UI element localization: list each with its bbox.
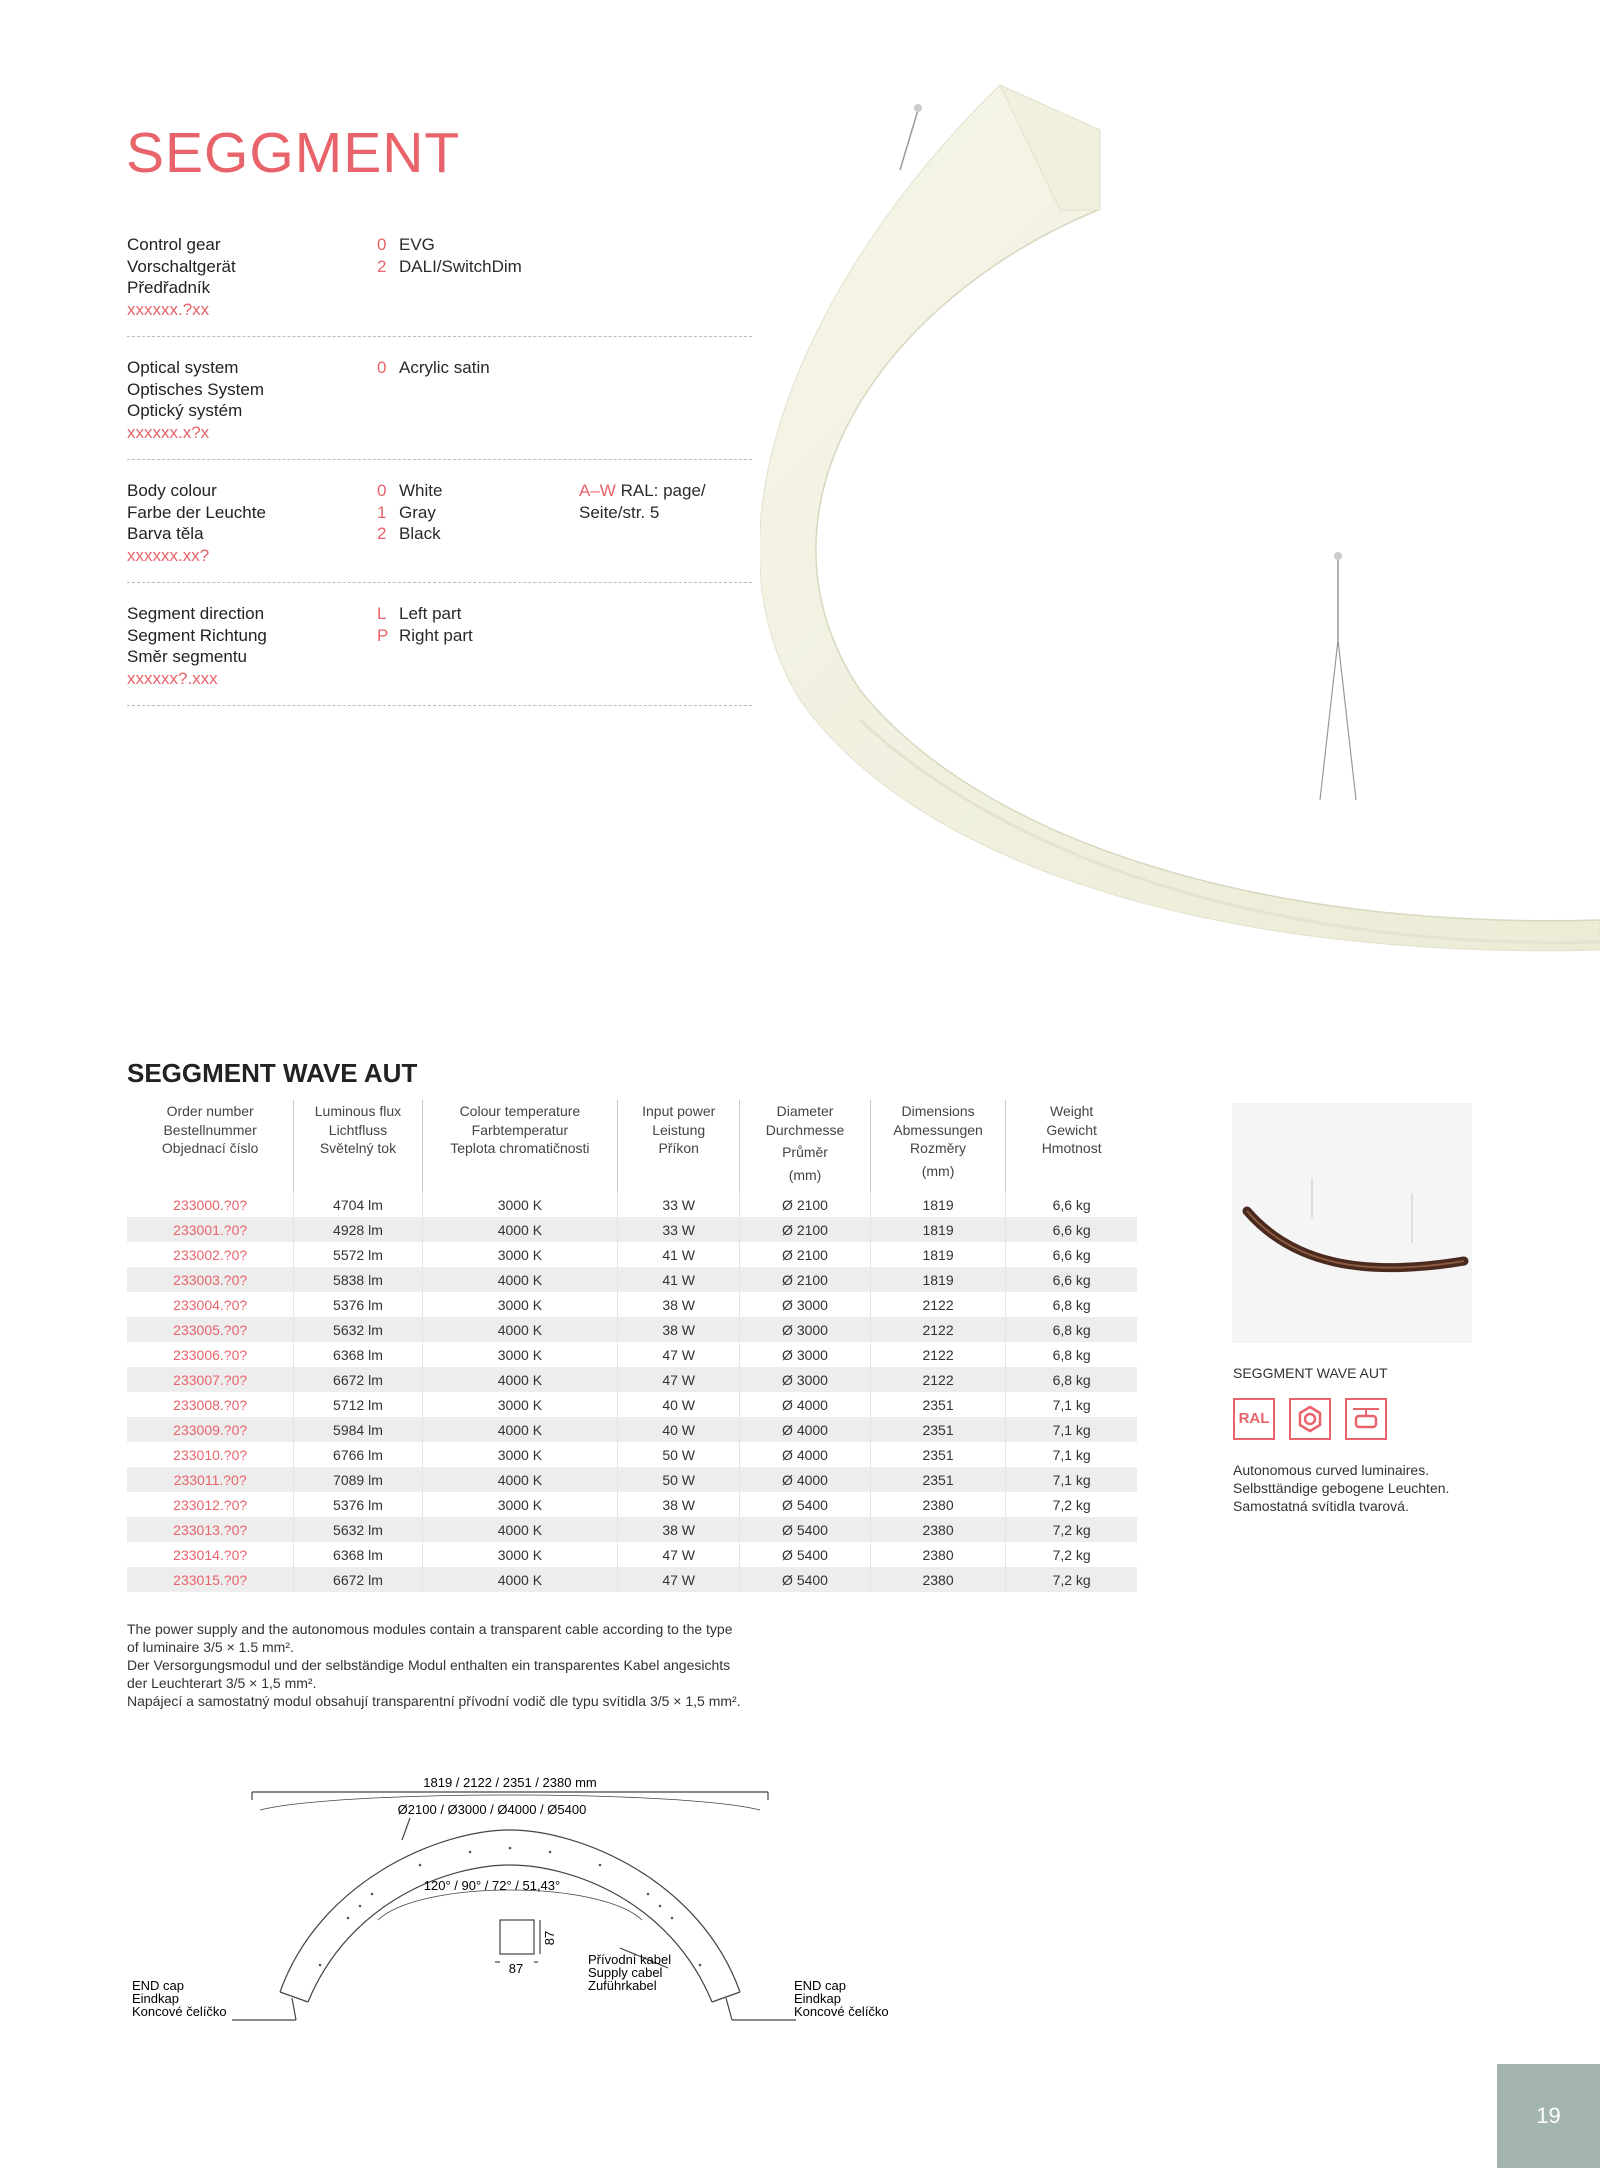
table-cell: 233004.?0? <box>173 1296 248 1313</box>
table-cell: Ø 3000 <box>740 1342 871 1367</box>
desc-line: Autonomous curved luminaires. <box>1233 1462 1430 1478</box>
table-cell: 3000 K <box>422 1192 618 1217</box>
table-cell: 7089 lm <box>294 1467 422 1492</box>
endcap-right-label: END cap <box>794 1978 847 1993</box>
table-cell: 6368 lm <box>294 1542 422 1567</box>
option-key: 0 <box>377 481 387 500</box>
option-code: xxxxxx.?xx <box>127 299 210 319</box>
table-cell: 7,1 kg <box>1006 1417 1137 1442</box>
table-cell: 233001.?0? <box>127 1217 294 1242</box>
table-cell: 4000 K <box>422 1567 618 1592</box>
table-cell: 2351 <box>870 1392 1005 1417</box>
table-row <box>127 1267 1137 1292</box>
table-cell: 6672 lm <box>294 1567 422 1592</box>
option-key: L <box>377 604 387 623</box>
col-luminous-flux: Luminous flux Lichtfluss Světelný tok <box>294 1100 422 1192</box>
table-row <box>127 1192 1137 1217</box>
table-cell: 4928 lm <box>294 1217 422 1242</box>
option-code: xxxxxx.x?x <box>127 422 210 442</box>
table-cell: 7,1 kg <box>1006 1467 1137 1492</box>
endcap-left-label: END cap <box>132 1978 185 1993</box>
table-cell: 5376 lm <box>294 1492 422 1517</box>
table-cell: 233014.?0? <box>173 1546 248 1563</box>
cable-label: Zuführkabel <box>588 1978 657 1993</box>
table-cell: 6,6 kg <box>1006 1217 1137 1242</box>
table-cell: 40 W <box>618 1417 740 1442</box>
table-cell: 2122 <box>870 1292 1005 1317</box>
cable-label: Přívodní kabel <box>588 1952 672 1967</box>
product-title: SEGGMENT WAVE AUT <box>127 1058 418 1088</box>
product-description <box>1233 1461 1449 1515</box>
diameter-dimension: Ø2100 / Ø3000 / Ø4000 / Ø5400 <box>397 1802 587 1817</box>
table-cell: Ø 5400 <box>740 1567 871 1592</box>
table-cell: 50 W <box>618 1442 740 1467</box>
endcap-right-label: Koncové čelíčko <box>794 2004 889 2019</box>
table-cell: 5376 lm <box>294 1292 422 1317</box>
table-cell: 2380 <box>870 1517 1005 1542</box>
table-cell: 233000.?0? <box>173 1196 248 1213</box>
option-key: 0 <box>377 235 387 254</box>
page-number: 19 <box>1497 2064 1600 2168</box>
col-diameter: Diameter Durchmesse Průměr (mm) <box>740 1100 871 1192</box>
endcap-left-label: Koncové čelíčko <box>132 2004 227 2019</box>
table-cell: 233005.?0? <box>127 1317 294 1342</box>
product-thumbnail-drawing <box>1232 1103 1472 1343</box>
feature-icons <box>1233 1398 1401 1440</box>
page-title: SEGGMENT <box>126 121 461 185</box>
table-cell: 4000 K <box>422 1467 618 1492</box>
note-line: Der Versorgungsmodul und der selbständige Modul enthalten ein transparentes Kabel angesichts <box>127 1657 731 1673</box>
table-cell: 3000 K <box>422 1242 618 1267</box>
ral-key: A–W <box>579 481 616 500</box>
table-cell: 2380 <box>870 1492 1005 1517</box>
endcap-right-label: Eindkap <box>794 1991 841 2006</box>
option-label: Optisches System <box>127 379 264 399</box>
option-segment-direction <box>127 603 752 706</box>
table-cell: 6,8 kg <box>1006 1317 1137 1342</box>
table-row <box>127 1542 1137 1567</box>
table-cell: 233013.?0? <box>127 1517 294 1542</box>
option-label: Barva těla <box>127 524 204 543</box>
table-cell: Ø 4000 <box>740 1417 871 1442</box>
table-cell: 233008.?0? <box>173 1396 248 1413</box>
table-row <box>127 1292 1137 1317</box>
length-dimension: 1819 / 2122 / 2351 / 2380 mm <box>423 1775 597 1790</box>
option-key: P <box>377 625 389 645</box>
table-cell: 3000 K <box>422 1442 618 1467</box>
table-cell: 4000 K <box>422 1367 618 1392</box>
table-cell: 3000 K <box>422 1292 618 1317</box>
table-cell: 38 W <box>618 1517 740 1542</box>
spec-table <box>127 1100 1137 1592</box>
option-value: DALI/SwitchDim <box>399 256 522 276</box>
option-code: xxxxxx.xx? <box>127 545 210 565</box>
table-cell: 38 W <box>618 1317 740 1342</box>
table-cell: 7,1 kg <box>1006 1442 1137 1467</box>
table-cell: 40 W <box>618 1392 740 1417</box>
table-cell: 233015.?0? <box>127 1567 294 1592</box>
table-cell: 6,6 kg <box>1006 1267 1137 1292</box>
table-row <box>127 1217 1137 1242</box>
table-cell: Ø 4000 <box>740 1442 871 1467</box>
option-label: Farbe der Leuchte <box>127 502 266 522</box>
table-cell: 4000 K <box>422 1267 618 1292</box>
table-row <box>127 1392 1137 1417</box>
option-label: Optický systém <box>127 401 243 420</box>
table-cell: 5632 lm <box>294 1317 422 1342</box>
table-cell: 3000 K <box>422 1342 618 1367</box>
option-label: Předřadník <box>127 278 211 297</box>
table-cell: 7,2 kg <box>1006 1542 1137 1567</box>
table-cell: 6,8 kg <box>1006 1342 1137 1367</box>
option-value: Acrylic satin <box>399 358 490 377</box>
table-cell: 41 W <box>618 1242 740 1267</box>
col-order-number: Order number Bestellnummer Objednací číslo <box>161 1103 259 1156</box>
table-row <box>127 1417 1137 1442</box>
table-cell: 7,2 kg <box>1006 1492 1137 1517</box>
option-value: Black <box>399 524 441 543</box>
table-cell: 3000 K <box>422 1542 618 1567</box>
table-cell: Ø 4000 <box>740 1467 871 1492</box>
note-line: The power supply and the autonomous modules contain a transparent cable according to the type <box>127 1621 733 1637</box>
table-header-row <box>127 1100 1137 1192</box>
table-cell: 233007.?0? <box>127 1367 294 1392</box>
table-cell: 6672 lm <box>294 1367 422 1392</box>
table-cell: 5632 lm <box>294 1517 422 1542</box>
table-cell: 4000 K <box>422 1217 618 1242</box>
option-control-gear <box>127 234 752 337</box>
table-cell: Ø 2100 <box>740 1267 871 1292</box>
table-cell: Ø 2100 <box>740 1242 871 1267</box>
option-key: 2 <box>377 256 387 276</box>
cable-note <box>127 1620 827 1710</box>
table-cell: 2351 <box>870 1417 1005 1442</box>
table-cell: 233002.?0? <box>173 1246 248 1263</box>
product-thumbnail-label: SEGGMENT WAVE AUT <box>1233 1365 1388 1381</box>
table-row <box>127 1367 1137 1392</box>
table-row <box>127 1317 1137 1342</box>
table-cell: 233003.?0? <box>127 1267 294 1292</box>
table-row <box>127 1442 1137 1467</box>
table-cell: 7,2 kg <box>1006 1567 1137 1592</box>
option-label: Segment Richtung <box>127 625 267 645</box>
table-cell: 5572 lm <box>294 1242 422 1267</box>
table-cell: 4704 lm <box>294 1192 422 1217</box>
table-cell: 6,6 kg <box>1006 1242 1137 1267</box>
table-cell: Ø 2100 <box>740 1217 871 1242</box>
table-cell: 1819 <box>870 1217 1005 1242</box>
table-cell: Ø 5400 <box>740 1542 871 1567</box>
table-cell: 2351 <box>870 1442 1005 1467</box>
table-row <box>127 1342 1137 1367</box>
spec-table-body <box>127 1192 1137 1592</box>
table-cell: Ø 5400 <box>740 1492 871 1517</box>
table-cell: 6368 lm <box>294 1342 422 1367</box>
table-cell: Ø 5400 <box>740 1517 871 1542</box>
col-weight: Weight Gewicht Hmotnost <box>1006 1100 1137 1192</box>
option-label: Control gear <box>127 235 221 254</box>
note-line: of luminaire 3/5 × 1.5 mm². <box>127 1639 294 1655</box>
option-label: Optical system <box>127 358 239 377</box>
table-cell: 47 W <box>618 1542 740 1567</box>
table-cell: 5712 lm <box>294 1392 422 1417</box>
table-cell: 6,8 kg <box>1006 1367 1137 1392</box>
mounting-icon <box>1345 1398 1387 1440</box>
table-cell: 7,2 kg <box>1006 1517 1137 1542</box>
table-cell: 1819 <box>870 1242 1005 1267</box>
note-line: der Leuchterart 3/5 × 1,5 mm². <box>127 1675 317 1691</box>
table-cell: 1819 <box>870 1192 1005 1217</box>
option-optical-system <box>127 357 752 460</box>
table-row <box>127 1517 1137 1542</box>
technical-drawing <box>120 1770 940 2040</box>
table-cell: Ø 2100 <box>740 1192 871 1217</box>
table-cell: 6,6 kg <box>1006 1192 1137 1217</box>
table-cell: 233012.?0? <box>173 1496 248 1513</box>
col-colour-temperature: Colour temperature Farbtemperatur Teplota chromatičnosti <box>422 1100 618 1192</box>
ral-ref-2: Seite/str. 5 <box>579 502 660 522</box>
table-cell: 5984 lm <box>294 1417 422 1442</box>
table-cell: 47 W <box>618 1367 740 1392</box>
option-value: EVG <box>399 235 435 254</box>
option-value: White <box>399 481 443 500</box>
cable-label: Supply cabel <box>588 1965 663 1980</box>
table-cell: 3000 K <box>422 1492 618 1517</box>
table-row <box>127 1492 1137 1517</box>
table-cell: 3000 K <box>422 1392 618 1417</box>
table-row <box>127 1242 1137 1267</box>
table-cell: 1819 <box>870 1267 1005 1292</box>
option-label: Body colour <box>127 481 217 500</box>
table-cell: 233006.?0? <box>173 1346 248 1363</box>
section-width: 87 <box>508 1961 524 1976</box>
option-label: Vorschaltgerät <box>127 256 236 276</box>
table-cell: Ø 3000 <box>740 1292 871 1317</box>
table-cell: 233009.?0? <box>127 1417 294 1442</box>
table-cell: 38 W <box>618 1492 740 1517</box>
table-cell: Ø 4000 <box>740 1392 871 1417</box>
table-row <box>127 1567 1137 1592</box>
table-cell: 2122 <box>870 1342 1005 1367</box>
col-input-power: Input power Leistung Příkon <box>618 1100 740 1192</box>
luminaire-hero-image <box>760 80 1600 960</box>
table-cell: 6766 lm <box>294 1442 422 1467</box>
table-cell: 2380 <box>870 1542 1005 1567</box>
table-cell: 4000 K <box>422 1317 618 1342</box>
table-cell: 4000 K <box>422 1517 618 1542</box>
option-body-colour <box>127 480 752 583</box>
desc-line: Selbsttändige gebogene Leuchten. <box>1233 1480 1450 1496</box>
table-row <box>127 1467 1137 1492</box>
table-cell: 41 W <box>618 1267 740 1292</box>
table-cell: 2380 <box>870 1567 1005 1592</box>
option-value: Left part <box>399 604 462 623</box>
option-code: xxxxxx?.xxx <box>127 668 218 688</box>
note-line: Napájecí a samostatný modul obsahují transparentní přívodní vodič dle typu svítidla 3/5 × 1,5 mm². <box>127 1693 741 1709</box>
col-dimensions: Dimensions Abmessungen Rozměry (mm) <box>870 1100 1005 1192</box>
option-key: 0 <box>377 358 387 377</box>
table-cell: Ø 3000 <box>740 1317 871 1342</box>
table-cell: 7,1 kg <box>1006 1392 1137 1417</box>
option-key: 1 <box>377 502 387 522</box>
option-label: Segment direction <box>127 604 265 623</box>
table-cell: 47 W <box>618 1567 740 1592</box>
table-cell: 2351 <box>870 1467 1005 1492</box>
section-height: 87 <box>542 1930 557 1946</box>
endcap-left-label: Eindkap <box>132 1991 179 2006</box>
table-cell: 38 W <box>618 1292 740 1317</box>
table-cell: 233011.?0? <box>127 1467 294 1492</box>
table-cell: 2122 <box>870 1367 1005 1392</box>
nut-icon <box>1289 1398 1331 1440</box>
table-cell: Ø 3000 <box>740 1367 871 1392</box>
table-cell: 233010.?0? <box>173 1446 248 1463</box>
option-key: 2 <box>377 524 387 543</box>
angle-dimension: 120° / 90° / 72° / 51,43° <box>423 1878 561 1893</box>
table-cell: 33 W <box>618 1192 740 1217</box>
product-thumbnail <box>1232 1103 1472 1343</box>
table-cell: 50 W <box>618 1467 740 1492</box>
desc-line: Samostatná svítidla tvarová. <box>1233 1498 1409 1514</box>
table-cell: 47 W <box>618 1342 740 1367</box>
ral-icon: RAL <box>1233 1398 1275 1440</box>
table-cell: 2122 <box>870 1317 1005 1342</box>
table-cell: 4000 K <box>422 1417 618 1442</box>
table-cell: 6,8 kg <box>1006 1292 1137 1317</box>
ral-ref: RAL: page/ <box>620 481 706 500</box>
table-cell: 5838 lm <box>294 1267 422 1292</box>
table-cell: 33 W <box>618 1217 740 1242</box>
option-label: Směr segmentu <box>127 647 247 666</box>
option-value: Right part <box>399 625 473 645</box>
option-value: Gray <box>399 502 436 522</box>
